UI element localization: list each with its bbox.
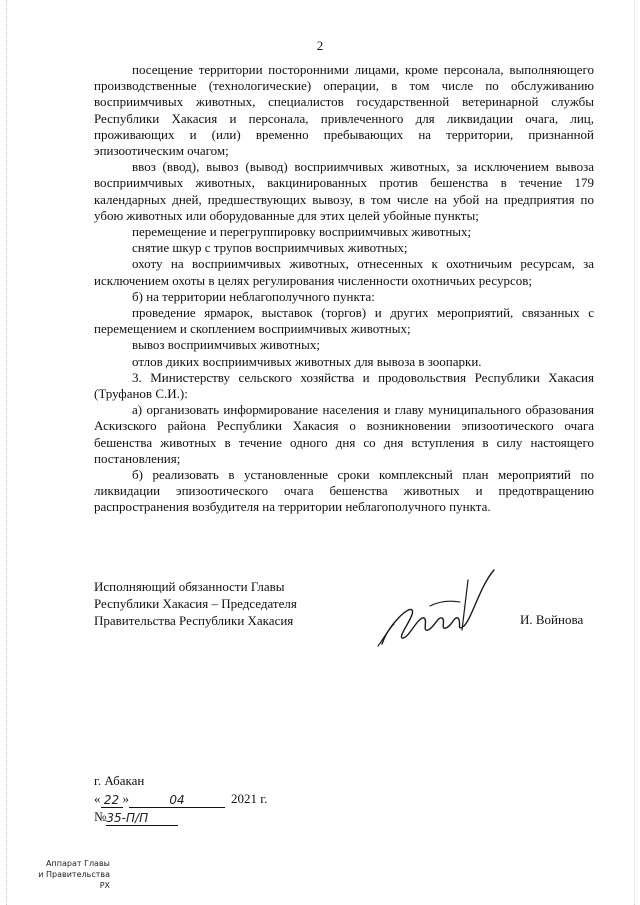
signatory-title-line: Исполняющий обязанности Главы	[94, 579, 285, 594]
signer-name: И. Войнова	[520, 612, 584, 627]
stamp-line: и Правительства РХ	[38, 870, 110, 890]
number-prefix: №	[94, 809, 107, 824]
paragraph: перемещение и перегруппировку восприимчивых животных;	[132, 224, 472, 240]
signatory-title-line: Республики Хакасия – Председателя	[94, 596, 297, 611]
paragraph: 3. Министерству сельского хозяйства и продовольствия Республики Хакасия (Труфанов С.И.):	[94, 369, 594, 402]
document-footer	[94, 772, 267, 826]
date-quote-open: «	[94, 791, 101, 806]
paragraph: вывоз восприимчивых животных;	[132, 337, 320, 353]
handwritten-signature	[368, 566, 498, 650]
paragraph: б) на территории неблагополучного пункта:	[132, 288, 375, 304]
paragraph: посещение территории посторонними лицами, кроме персонала, выполняющего производственные (технологические) операции, в том числе по обслуживанию восприимчивых животных, специалистов государственной ветеринарной службы Республики Хакасия и персонала, привлеченного для ликвидации очага, лиц, проживающих и (или) временно пребывающих на территории, признанной эпизоотическим очагом;	[94, 62, 594, 159]
date-quote-close: »	[122, 791, 129, 806]
paragraph: а) организовать информирование населения и главу муниципального образования Аскизского района Республики Хакасия о возникновении эпизоотического очага бешенства животных в течение одного дня со дня вступления в силу настоящего постановления;	[94, 402, 594, 466]
signatory-title-line: Правительства Республики Хакасия	[94, 613, 294, 628]
paragraph: отлов диких восприимчивых животных для вывоза в зоопарки.	[132, 353, 482, 369]
paragraph: охоту на восприимчивых животных, отнесенных к охотничьим ресурсам, за исключением охоты в целях регулирования численности охотничьих ресурсов;	[94, 256, 594, 288]
paragraph: б) реализовать в установленные сроки комплексный план мероприятий по ликвидации эпизоотического очага бешенства животных и предотвращению распространения возбудителя на территории неблагополучного пункта.	[94, 467, 594, 515]
number-row	[94, 808, 267, 826]
page-number: 2	[316, 38, 324, 53]
paragraph: проведение ярмарок, выставок (торгов) и других мероприятий, связанных с перемещением и скоплением восприимчивых животных;	[94, 305, 594, 337]
date-year: 2021 г.	[231, 791, 268, 806]
document-number: 35-П/П	[106, 809, 178, 826]
registration-stamp	[30, 858, 110, 891]
left-margin-dots	[6, 0, 8, 905]
document-body	[94, 62, 594, 516]
paragraph: снятие шкур с трупов восприимчивых животных;	[132, 240, 408, 256]
date-day: 22	[101, 791, 123, 808]
right-margin-dots	[634, 0, 636, 905]
date-month: 04	[129, 791, 225, 808]
city: г. Абакан	[94, 773, 145, 788]
stamp-line: Аппарат Главы	[46, 859, 110, 868]
signatory-title	[94, 578, 297, 629]
paragraph: ввоз (ввод), вывоз (вывод) восприимчивых животных, за исключением вывоза восприимчивых животных, вакцинированных против бешенства в течение 179 календарных дней, предшествующих вывозу, в том числе на убой на предприятия по убою животных или оборудованные для этих целей убойные пункты;	[94, 159, 594, 223]
date-row	[94, 790, 267, 808]
